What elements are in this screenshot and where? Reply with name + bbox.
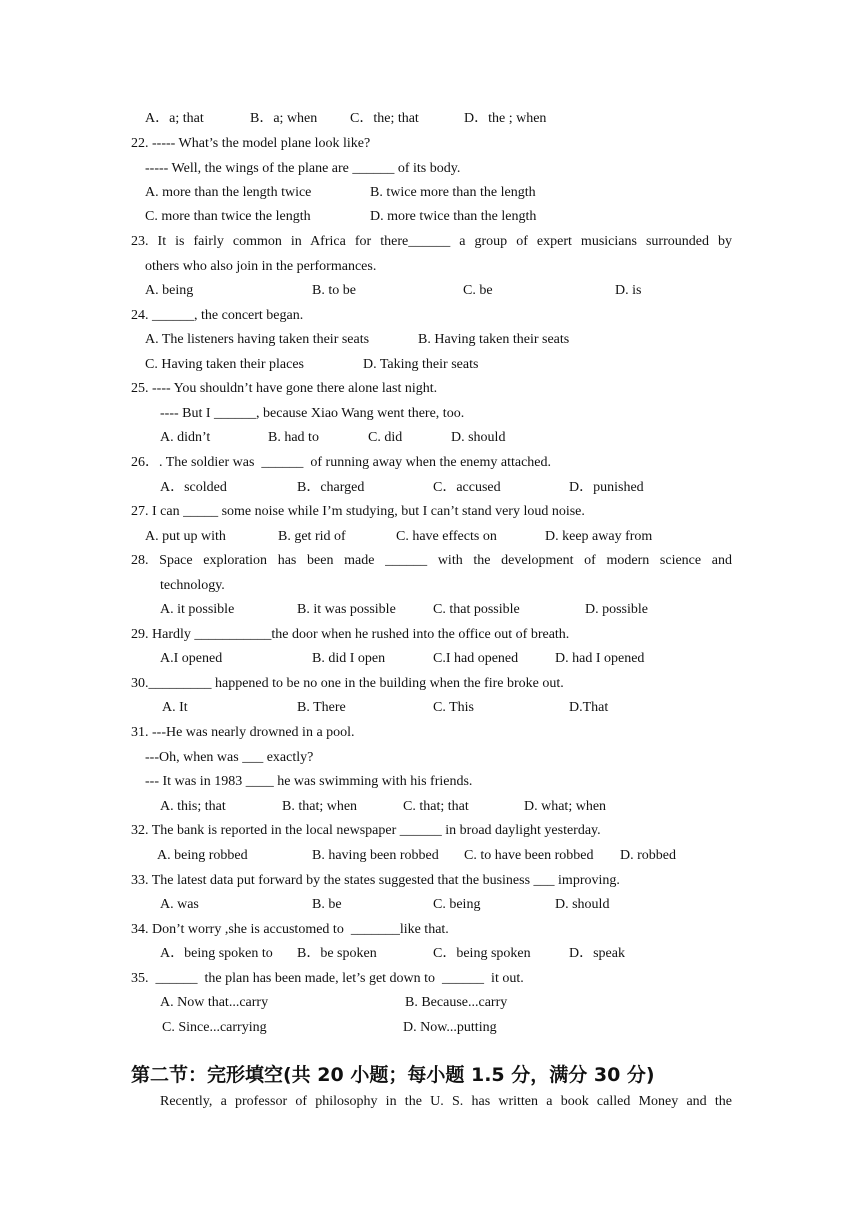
q31-option-c: C. that; that <box>403 799 469 814</box>
q25-option-c: C. did <box>368 430 403 445</box>
q35-stem: 35. ______ the plan has been made, let’s get down to ______ it out. <box>131 971 524 986</box>
q34-option-c: C．being spoken <box>433 946 531 961</box>
q23-option-b: B. to be <box>312 283 356 298</box>
q34-option-b: B．be spoken <box>297 946 377 961</box>
q32-option-d: D. robbed <box>620 848 676 863</box>
q35-options-row2 <box>0 1019 497 1073</box>
q33-option-b: B. be <box>312 897 342 912</box>
q29-option-d: D. had I opened <box>555 651 645 666</box>
q30-option-d: D.That <box>569 700 609 715</box>
section2-passage-start: Recently, a professor of philosophy in the U. S. has written a book called Money and the <box>160 1094 732 1109</box>
q32-option-c: C. to have been robbed <box>464 848 594 863</box>
q24-option-b: B. Having taken their seats <box>418 332 570 347</box>
q31-line3: --- It was in 1983 ____ he was swimming with his friends. <box>145 774 473 789</box>
q35-option-a: A. Now that...carry <box>160 995 269 1010</box>
q24-option-c: C. Having taken their places <box>145 357 305 372</box>
q24-option-a: A. The listeners having taken their seats <box>145 332 370 347</box>
q35-option-b: B. Because...carry <box>405 995 508 1010</box>
q27-option-b: B. get rid of <box>278 529 346 544</box>
q31-option-b: B. that; when <box>282 799 358 814</box>
q27-stem: 27. I can _____ some noise while I’m studying, but I can’t stand very loud noise. <box>131 504 585 519</box>
q25-option-b: B. had to <box>268 430 319 445</box>
q33-option-d: D. should <box>555 897 610 912</box>
q32-stem: 32. The bank is reported in the local newspaper ______ in broad daylight yesterday. <box>131 823 601 838</box>
q24-option-d: D. Taking their seats <box>363 357 479 372</box>
q26-stem: 26．. The soldier was ______ of running away when the enemy attached. <box>131 455 552 470</box>
q21-option-d: D．the ; when <box>464 111 547 126</box>
q34-stem: 34. Don’t worry ,she is accustomed to _______like that. <box>131 922 449 937</box>
q23-stem: 23. It is fairly common in Africa for there______ a group of expert musicians surrounded by <box>131 234 732 249</box>
q33-stem: 33. The latest data put forward by the states suggested that the business ___ improving. <box>131 873 620 888</box>
q26-option-a: A．scolded <box>160 480 227 495</box>
q31-stem: 31. ---He was nearly drowned in a pool. <box>131 725 355 740</box>
q28-option-c: C. that possible <box>433 602 520 617</box>
q21-option-c: C．the; that <box>350 111 419 126</box>
q25-line2: ---- But I ______, because Xiao Wang went there, too. <box>160 406 465 421</box>
q23-option-d: D. is <box>615 283 642 298</box>
q25-stem: 25. ---- You shouldn’t have gone there alone last night. <box>131 381 438 396</box>
q31-option-d: D. what; when <box>524 799 607 814</box>
section2-heading: 第二节：完形填空(共 20 小题；每小题 1.5 分，满分 30 分) <box>131 1064 655 1086</box>
q21-option-a: A．a; that <box>145 111 204 126</box>
q23-option-a: A. being <box>145 283 194 298</box>
q34-option-a: A．being spoken to <box>160 946 273 961</box>
q23-option-c: C. be <box>463 283 493 298</box>
q32-option-a: A. being robbed <box>157 848 248 863</box>
q22-stem: 22. ----- What’s the model plane look like? <box>131 136 371 151</box>
q24-stem: 24. ______, the concert began. <box>131 308 304 323</box>
q29-option-c: C.I had opened <box>433 651 519 666</box>
q22-option-c: C. more than twice the length <box>145 209 311 224</box>
q28-stem: 28. Space exploration has been made ______ with the development of modern science and <box>131 553 732 568</box>
q25-option-d: D. should <box>451 430 506 445</box>
q28-option-b: B. it was possible <box>297 602 396 617</box>
q26-option-d: D．punished <box>569 480 644 495</box>
q30-option-c: C. This <box>433 700 474 715</box>
q29-stem: 29. Hardly ___________the door when he rushed into the office out of breath. <box>131 627 570 642</box>
q29-option-b: B. did I open <box>312 651 386 666</box>
q26-option-c: C．accused <box>433 480 501 495</box>
q30-option-a: A. It <box>162 700 188 715</box>
q31-line2: ---Oh, when was ___ exactly? <box>145 750 314 765</box>
q30-option-b: B. There <box>297 700 346 715</box>
q28-option-d: D. possible <box>585 602 648 617</box>
q26-option-b: B．charged <box>297 480 365 495</box>
q21-option-b: B．a; when <box>250 111 318 126</box>
q28-line2: technology. <box>160 578 225 593</box>
q29-option-a: A.I opened <box>160 651 223 666</box>
q22-line2: ----- Well, the wings of the plane are ______ of its body. <box>145 161 461 176</box>
q31-option-a: A. this; that <box>160 799 226 814</box>
q35-option-c: C. Since...carrying <box>162 1020 267 1035</box>
q32-option-b: B. having been robbed <box>312 848 439 863</box>
q27-option-a: A. put up with <box>145 529 226 544</box>
q34-option-d: D．speak <box>569 946 625 961</box>
q22-option-a: A. more than the length twice <box>145 185 312 200</box>
q33-option-a: A. was <box>160 897 199 912</box>
q35-option-d: D. Now...putting <box>403 1020 497 1035</box>
q33-option-c: C. being <box>433 897 481 912</box>
q22-option-d: D. more twice than the length <box>370 209 537 224</box>
q27-option-d: D. keep away from <box>545 529 653 544</box>
q22-option-b: B. twice more than the length <box>370 185 536 200</box>
q28-option-a: A. it possible <box>160 602 235 617</box>
q30-stem: 30._________ happened to be no one in the building when the fire broke out. <box>131 676 564 691</box>
q25-option-a: A. didn’t <box>160 430 211 445</box>
q27-option-c: C. have effects on <box>396 529 497 544</box>
q23-line2: others who also join in the performances. <box>145 259 377 274</box>
